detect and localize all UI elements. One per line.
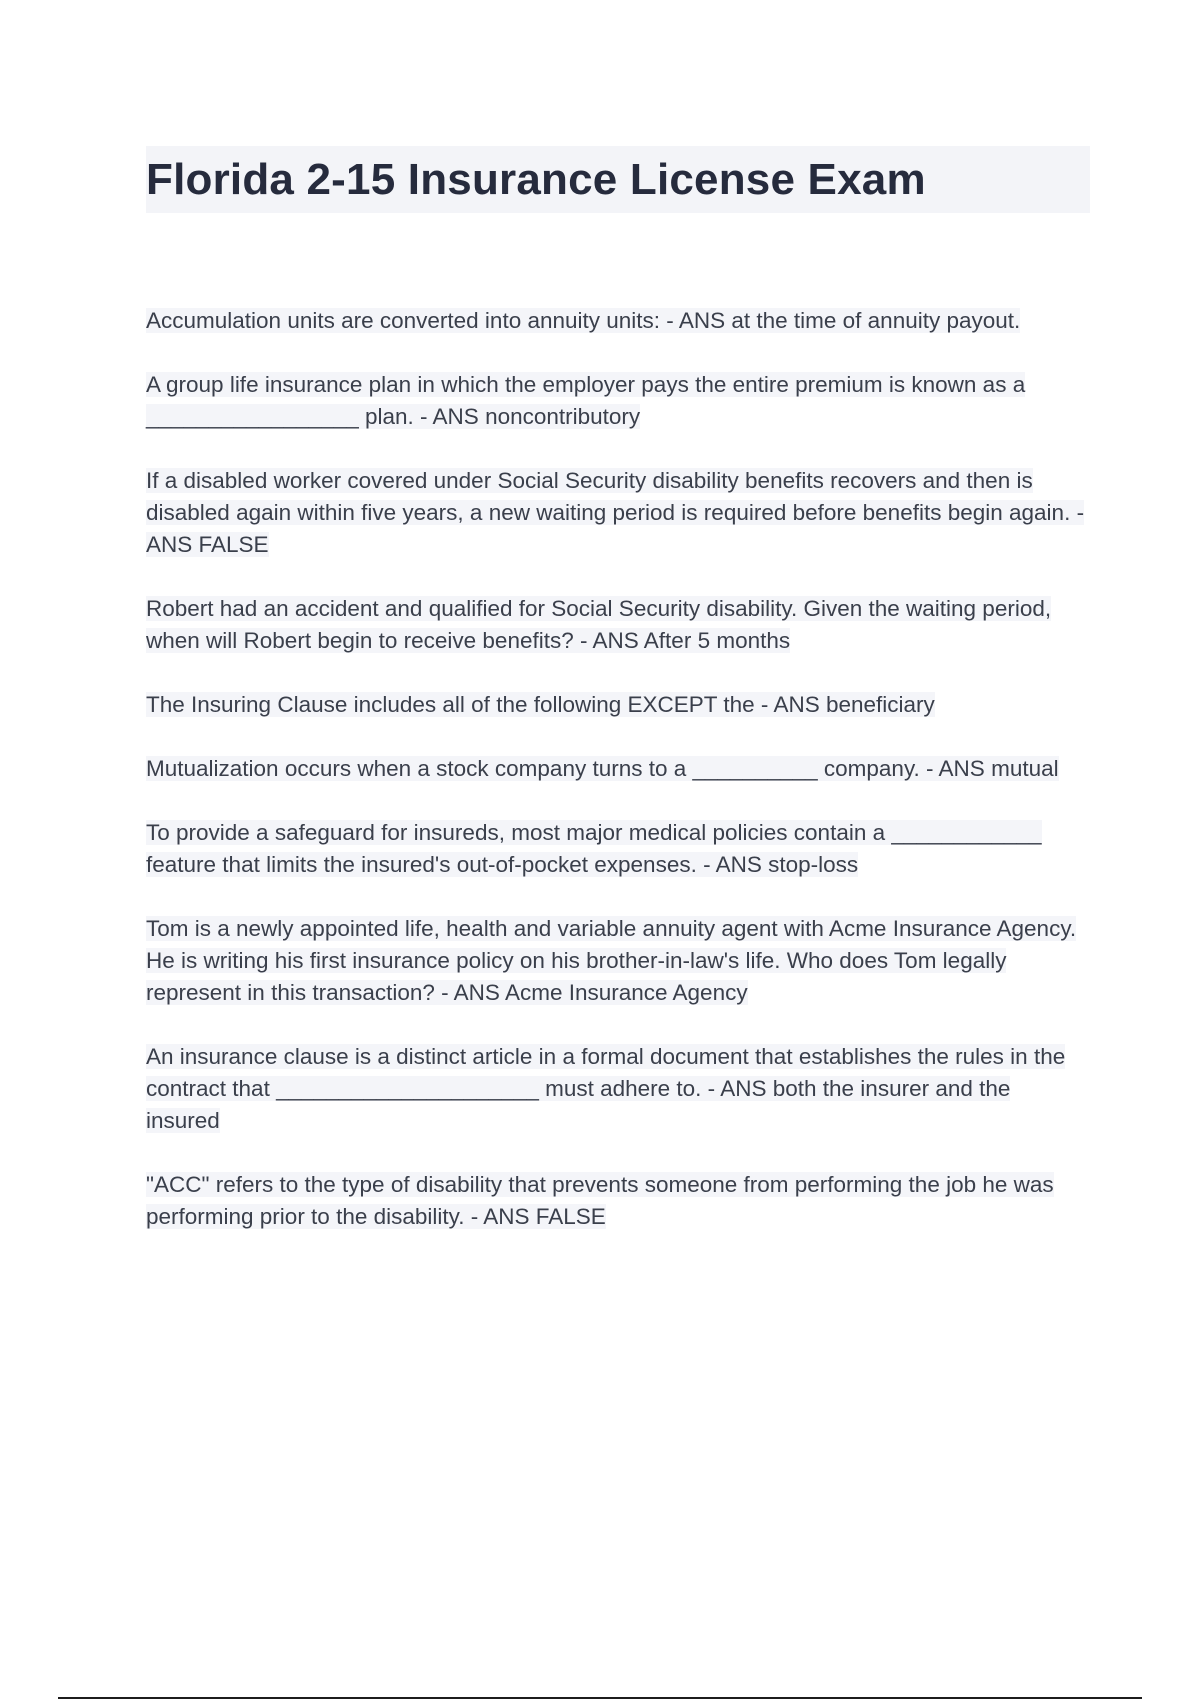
footer-divider bbox=[58, 1697, 1142, 1699]
qa-item bbox=[146, 465, 1090, 561]
answer-label: ANS bbox=[773, 692, 820, 717]
qa-text bbox=[146, 372, 1025, 429]
answer-label: ANS bbox=[592, 628, 639, 653]
answer-label: ANS bbox=[146, 532, 193, 557]
qa-text bbox=[146, 756, 1059, 781]
qa-item bbox=[146, 369, 1090, 433]
qa-item bbox=[146, 305, 1090, 337]
qa-item bbox=[146, 817, 1090, 881]
qa-text bbox=[146, 308, 1020, 333]
answer-text: FALSE bbox=[535, 1204, 606, 1229]
qa-text bbox=[146, 692, 935, 717]
answer-text: Acme Insurance Agency bbox=[504, 980, 748, 1005]
answer-text: After 5 months bbox=[643, 628, 791, 653]
answer-label: ANS bbox=[715, 852, 762, 877]
qa-item bbox=[146, 1169, 1090, 1233]
qa-item bbox=[146, 593, 1090, 657]
answer-text: stop-loss bbox=[768, 852, 859, 877]
question-text: The Insuring Clause includes all of the following EXCEPT the - bbox=[146, 692, 769, 717]
question-text: "ACC" refers to the type of disability that prevents someone from performing the job he was performing prior to the disability. - bbox=[146, 1172, 1054, 1229]
answer-text: noncontributory bbox=[485, 404, 641, 429]
question-text: A group life insurance plan in which the employer pays the entire premium is known as a _________________ plan. - bbox=[146, 372, 1026, 429]
qa-text bbox=[146, 596, 1051, 653]
qa-item bbox=[146, 913, 1090, 1009]
answer-label: ANS bbox=[432, 404, 479, 429]
question-text: If a disabled worker covered under Social Security disability benefits recovers and then is disabled again within five years, a new waiting period is required before benefits begin again. - bbox=[146, 468, 1085, 525]
answer-label: ANS bbox=[720, 1076, 767, 1101]
answer-label: ANS bbox=[483, 1204, 530, 1229]
qa-item bbox=[146, 1041, 1090, 1137]
question-text: Tom is a newly appointed life, health and variable annuity agent with Acme Insurance Agency. He is writing his first insurance policy on his brother-in-law's life. Who does Tom legally represent in this transaction? - bbox=[146, 916, 1077, 1005]
answer-text: beneficiary bbox=[825, 692, 935, 717]
answer-label: ANS bbox=[938, 756, 985, 781]
qa-text bbox=[146, 1044, 1065, 1133]
qa-text bbox=[146, 468, 1084, 557]
question-text: Accumulation units are converted into annuity units: - bbox=[146, 308, 674, 333]
answer-text: at the time of annuity payout. bbox=[731, 308, 1021, 333]
question-text: Mutualization occurs when a stock company turns to a __________ company. - bbox=[146, 756, 934, 781]
qa-item bbox=[146, 753, 1090, 785]
answer-label: ANS bbox=[453, 980, 500, 1005]
question-text: An insurance clause is a distinct article in a formal document that establishes the rules in the contract that _____________________ must adhere to. - bbox=[146, 1044, 1066, 1101]
question-text: To provide a safeguard for insureds, most major medical policies contain a ____________ feature that limits the insured's out-of-pocket expenses. - bbox=[146, 820, 1042, 877]
qa-item bbox=[146, 689, 1090, 721]
question-text: Robert had an accident and qualified for Social Security disability. Given the waiting period, when will Robert begin to receive benefits? - bbox=[146, 596, 1052, 653]
qa-text bbox=[146, 1172, 1054, 1229]
qa-text bbox=[146, 916, 1076, 1005]
answer-text: FALSE bbox=[198, 532, 269, 557]
qa-list bbox=[146, 305, 1090, 1265]
page-title: Florida 2-15 Insurance License Exam bbox=[146, 155, 926, 204]
answer-label: ANS bbox=[678, 308, 726, 333]
answer-text: both the insurer and the insured bbox=[146, 1076, 1011, 1133]
title-band bbox=[146, 146, 1090, 213]
answer-text: mutual bbox=[991, 756, 1059, 781]
qa-text bbox=[146, 820, 1042, 877]
